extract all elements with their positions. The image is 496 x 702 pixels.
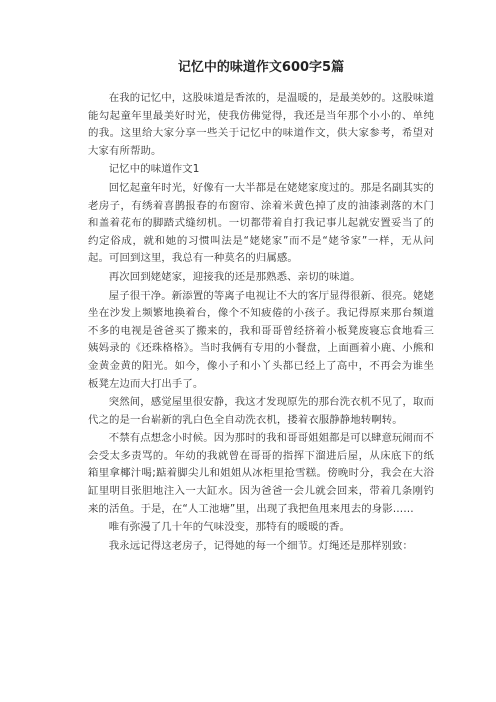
document-page [88, 60, 434, 556]
essay-heading: 记忆中的味道作文1 [108, 163, 200, 176]
body-paragraph: 突然间，感觉屋里很安静，我这才发现原先的那台洗衣机不见了，取而代之的是一台崭新的乳白色全自动洗衣机，搂着衣服静静地转啊转。 [88, 396, 435, 426]
body-paragraph: 唯有弥漫了几十年的气味没变，那特有的暖暖的香。 [108, 521, 351, 534]
body-paragraph: 不禁有点想念小时候。因为那时的我和哥哥姐姐都是可以肆意玩闹而不会受太多责骂的。年幼的我就曾在哥哥的指挥下溜进后屋，从床底下的纸箱里拿椰汁喝;踮着脚尖儿和姐姐从冰柜里抢雪糕。傍晚时分，我会在大浴缸里明目张胆地注入一大缸水。因为爸爸一会儿就会回来，带着几条刚钓来的活鱼。于是，在“人工池塘”里，出现了我把鱼甩来甩去的身影…… [88, 432, 435, 515]
body-paragraph: 再次回到姥姥家，迎接我的还是那熟悉、亲切的味道。 [108, 270, 361, 283]
document-title: 记忆中的味道作文600字5篇 [177, 60, 345, 75]
body-paragraph: 回忆起童年时光，好像有一大半都是在姥姥家度过的。那是名副其实的老房子，有绣着喜鹊报春的布窗帘、涂着米黄色掉了皮的油漆剥落的木门和盖着花布的脚踏式缝纫机。一切都带着自打我记事儿起就安置妥当了的约定俗成，就和她的习惯叫法是“姥姥家”而不是“姥爷家”一样，无从问起。可回到这里，我总有一种莫名的归属感。 [88, 181, 435, 265]
intro-paragraph: 在我的记忆中，这股味道是香浓的，是温暖的，是最美妙的。这股味道能勾起童年里最美好时光，使我仿佛觉得，我还是当年那个小小的、单纯的我。这里给大家分享一些关于记忆中的味道作文，供大家参考，希望对大家有所帮助。 [88, 92, 435, 157]
body-paragraph: 我永远记得这老房子，记得她的每一个细节。灯绳还是那样别致： [108, 539, 414, 552]
body-paragraph: 屋子很干净。新添置的等离子电视让不大的客厅显得很新、很亮。姥姥坐在沙发上频繁地换着台，像个不知疲倦的小孩子。我记得原来那台频道不多的电视是爸爸买了搬来的，我和哥哥曾经挤着小板凳废寝忘食地看三姨妈录的《还珠格格》。当时我俩有专用的小餐盘，上面画着小鹿、小熊和金黄金黄的阳光。如今，像小子和小丫头都已经上了高中，不再会为谁坐板凳左边而大打出手了。 [88, 289, 435, 390]
